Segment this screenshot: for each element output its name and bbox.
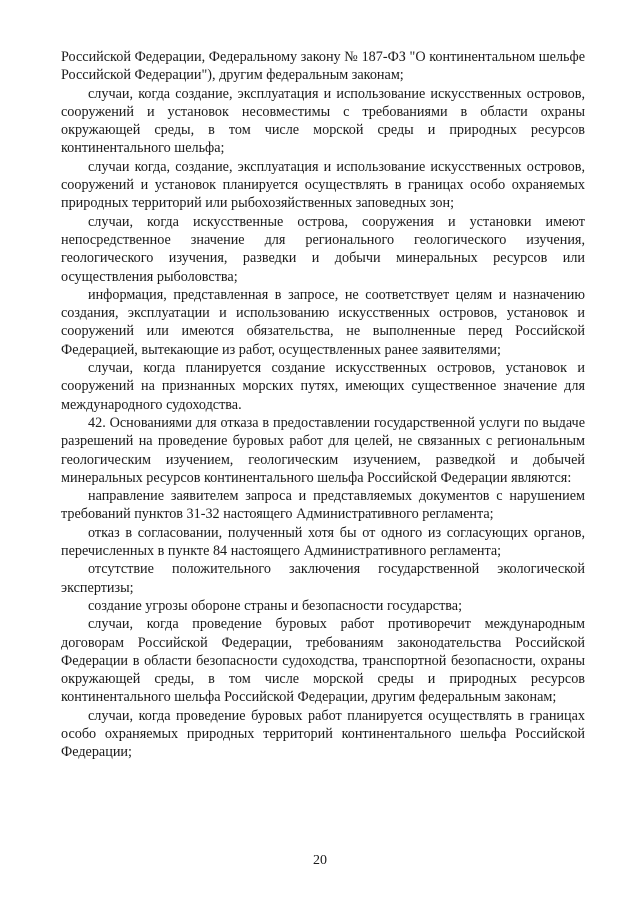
paragraph-8: направление заявителем запроса и представляемых документов с нарушением требований пунктов 31-32 настоящего Административного регламента; [61, 488, 585, 523]
document-body [61, 48, 585, 762]
paragraph-13: случаи, когда проведение буровых работ планируется осуществлять в границах особо охраняемых природных территорий континентального шельфа Российской Федерации; [61, 707, 585, 761]
paragraph-5: информация, представленная в запросе, не соответствует целям и назначению создания, эксплуатации и использованию искусственных островов, установок и сооружений или имеются обязательства, не выполненные перед Российской Федерацией, вытекающие из работ, осуществленных ранее заявителями; [61, 286, 585, 358]
page-number: 20 [313, 853, 327, 868]
paragraph-3: случаи когда, создание, эксплуатация и использование искусственных островов, сооружений и установок планируется осуществлять в границах особо охраняемых природных территорий или рыбохозяйственных заповедных зон; [61, 158, 585, 212]
paragraph-9: отказ в согласовании, полученный хотя бы от одного из согласующих органов, перечисленных в пункте 84 настоящего Административного регламента; [61, 524, 585, 560]
paragraph-1: Российской Федерации, Федеральному закону № 187-ФЗ "О континентальном шельфе Российской Федерации"), другим федеральным законам; [61, 49, 585, 84]
paragraph-7: 42. Основаниями для отказа в предоставлении государственной услуги по выдаче разрешений на проведение буровых работ для целей, не связанных с региональным геологическим изучением, геологическим изучением, разведкой и добычей минеральных ресурсов континентального шельфа Российской Федерации являются: [61, 414, 585, 486]
paragraph-2: случаи, когда создание, эксплуатация и использование искусственных островов, сооружений и установок несовместимы с требованиями в области охраны окружающей среды, в том числе морской среды и природных ресурсов континентального шельфа; [61, 85, 585, 157]
paragraph-6: случаи, когда планируется создание искусственных островов, установок и сооружений на признанных морских путях, имеющих существенное значение для международного судоходства. [61, 360, 585, 413]
paragraph-4: случаи, когда искусственные острова, сооружения и установки имеют непосредственное значение для регионального геологического изучения, геологического изучения, разведки и добычи минеральных ресурсов или осуществления рыболовства; [61, 213, 585, 285]
paragraph-12: случаи, когда проведение буровых работ противоречит международным договорам Российской Федерации, требованиям законодательства Российской Федерации в области безопасности судоходства, транспортной безопасности, охраны окружающей среды, в том числе морской среды и природных ресурсов континентального шельфа Российской Федерации, другим федеральным законам; [61, 616, 585, 706]
paragraph-11: создание угрозы обороне страны и безопасности государства; [88, 597, 463, 614]
paragraph-10: отсутствие положительного заключения государственной экологической экспертизы; [61, 561, 585, 596]
